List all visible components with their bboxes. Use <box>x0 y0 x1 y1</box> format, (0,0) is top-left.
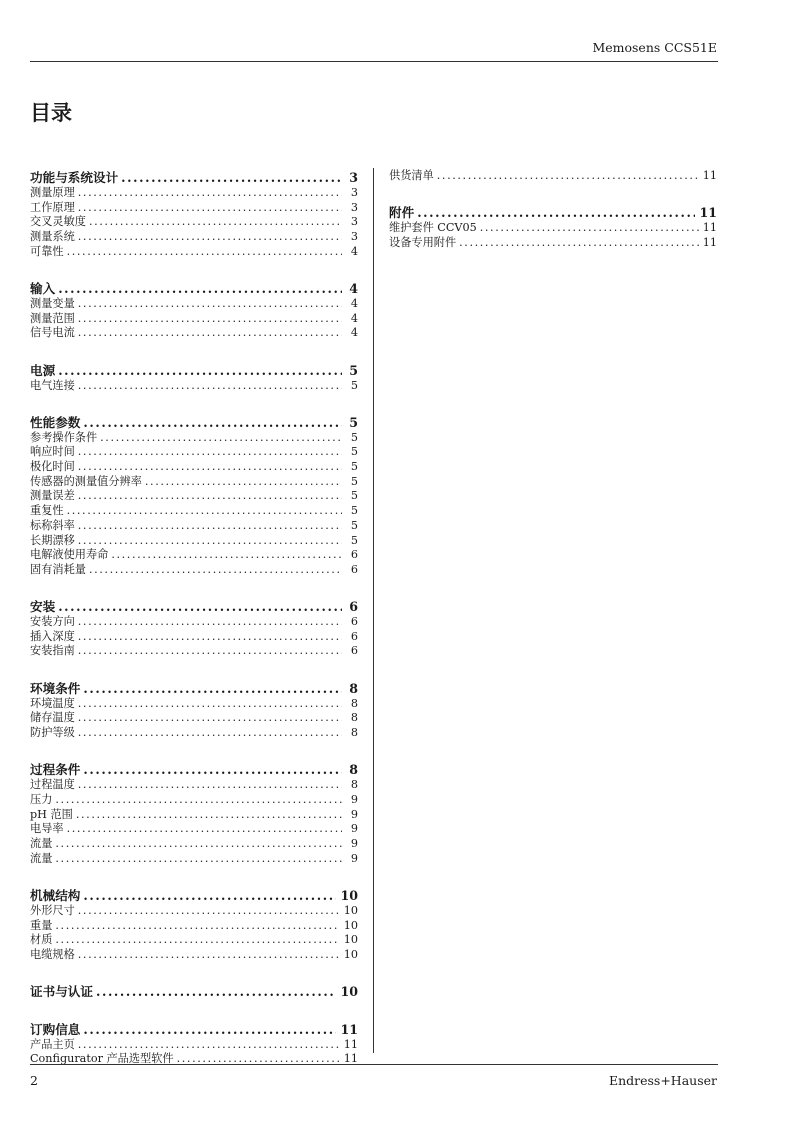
toc-entry-title: 响应时间 <box>30 445 75 459</box>
toc-entry[interactable] <box>30 245 358 260</box>
toc-entry-page: 9 <box>350 851 358 865</box>
toc-section-entry-page: 3 <box>349 170 358 185</box>
toc-section-entry[interactable] <box>30 761 358 778</box>
toc-section-entry-title: 电源 <box>30 362 56 378</box>
toc-section-entry-page: 8 <box>349 680 358 696</box>
toc-section-entry[interactable] <box>389 204 717 221</box>
page-title: 目录 <box>30 100 72 125</box>
toc-section-entry[interactable] <box>30 169 358 186</box>
toc-section <box>30 680 358 741</box>
toc-entry[interactable] <box>30 519 358 534</box>
toc-entry-page: 9 <box>350 792 358 806</box>
dot-leader <box>78 697 342 712</box>
toc-section-entry-title: 环境条件 <box>30 680 81 696</box>
dot-leader <box>459 236 699 251</box>
toc-section-entry[interactable] <box>30 280 358 297</box>
toc-entry-page: 11 <box>343 1037 358 1051</box>
dot-leader <box>78 519 342 534</box>
toc-entry-page: 5 <box>350 533 358 547</box>
dot-leader <box>78 1038 340 1053</box>
toc-section-entry-page: 6 <box>349 599 358 615</box>
toc-entry-page: 5 <box>350 504 358 518</box>
toc-entry-title: 流量 <box>30 851 53 865</box>
toc-entry-page: 8 <box>350 711 358 725</box>
dot-leader <box>78 630 342 645</box>
toc-entry[interactable] <box>389 221 717 236</box>
column-divider <box>373 168 374 1053</box>
toc-entry-title: 环境温度 <box>30 696 75 710</box>
toc-entry-page: 4 <box>350 311 358 325</box>
toc-entry-title: 可靠性 <box>30 244 64 258</box>
dot-leader <box>78 460 342 475</box>
toc-entry-page: 9 <box>350 836 358 850</box>
toc-entry-page: 10 <box>343 933 358 947</box>
toc-section-entry-title: 过程条件 <box>30 762 81 778</box>
header-product-name: Memosens CCS51E <box>592 40 717 55</box>
toc-entry[interactable] <box>30 230 358 245</box>
dot-leader <box>67 504 342 519</box>
toc-entry-page: 11 <box>343 1052 358 1066</box>
toc-entry-title: 维护套件 CCV05 <box>389 221 477 235</box>
dot-leader <box>78 445 342 460</box>
toc-entry-page: 5 <box>350 489 358 503</box>
toc-entry-title: 测量范围 <box>30 311 75 325</box>
dot-leader <box>78 379 342 394</box>
toc-column-right <box>389 169 717 271</box>
dot-leader <box>67 822 342 837</box>
toc-entry-title: 信号电流 <box>30 326 75 340</box>
toc-entry[interactable] <box>30 808 358 823</box>
toc-entry[interactable] <box>30 948 358 963</box>
dot-leader <box>111 548 342 563</box>
dot-leader <box>58 362 342 379</box>
toc-section-entry-title: 安装 <box>30 599 56 615</box>
toc-section-entry-page: 4 <box>349 280 358 296</box>
toc-entry[interactable] <box>30 186 358 201</box>
header-rule <box>30 61 718 62</box>
toc-entry-title: 电解液使用寿命 <box>30 548 109 562</box>
toc-entry-title: 防护等级 <box>30 726 75 739</box>
toc-section-entry-title: 功能与系统设计 <box>30 170 119 185</box>
dot-leader <box>55 852 342 867</box>
toc-entry[interactable] <box>30 445 358 460</box>
dot-leader <box>78 312 342 327</box>
toc-entry-title: 插入深度 <box>30 629 75 643</box>
toc-section <box>30 598 358 659</box>
toc-entry-title: 标称斜率 <box>30 518 75 532</box>
toc-entry-page: 5 <box>350 378 358 392</box>
toc-section-entry[interactable] <box>30 680 358 697</box>
dot-leader <box>83 414 342 431</box>
toc-entry-title: 压力 <box>30 792 53 806</box>
toc-section-entry-title: 输入 <box>30 280 56 296</box>
toc-entry[interactable] <box>30 822 358 837</box>
toc-entry-title: 供货清单 <box>389 169 434 182</box>
dot-leader <box>78 778 342 793</box>
toc-entry[interactable] <box>30 711 358 726</box>
toc-section-entry-page: 8 <box>349 762 358 778</box>
toc-entry-title: 交叉灵敏度 <box>30 215 86 229</box>
toc-section-entry[interactable] <box>30 598 358 615</box>
toc-entry-page: 3 <box>350 230 358 244</box>
toc-entry-title: 测量变量 <box>30 296 75 310</box>
toc-entry-page: 6 <box>350 548 358 562</box>
toc-section-entry[interactable] <box>30 1021 358 1038</box>
toc-section-entry-title: 机械结构 <box>30 887 81 903</box>
toc-section <box>389 204 717 250</box>
toc-entry-page: 6 <box>350 562 358 576</box>
toc-entry[interactable] <box>30 534 358 549</box>
toc-section-entry-page: 5 <box>349 362 358 378</box>
dot-leader <box>83 761 342 778</box>
toc-section <box>30 280 358 341</box>
toc-entry[interactable] <box>30 548 358 563</box>
toc-entry[interactable] <box>30 1038 358 1053</box>
dot-leader <box>480 221 699 236</box>
toc-section-entry-page: 10 <box>340 984 358 1000</box>
toc-section-entry-page: 5 <box>349 414 358 430</box>
dot-leader <box>55 919 339 934</box>
toc-entry[interactable] <box>389 169 717 184</box>
dot-leader <box>58 598 342 615</box>
toc-entry-title: 电气连接 <box>30 378 75 392</box>
toc-entry[interactable] <box>30 697 358 712</box>
toc-section-entry-page: 11 <box>340 1021 358 1037</box>
toc-entry-title: 长期漂移 <box>30 533 75 547</box>
toc-entry[interactable] <box>30 919 358 934</box>
dot-leader <box>78 711 342 726</box>
toc-entry[interactable] <box>30 489 358 504</box>
toc-entry-title: 设备专用附件 <box>389 235 457 249</box>
toc-section-entry-page: 10 <box>340 887 358 903</box>
toc-entry[interactable] <box>30 726 358 741</box>
toc-entry[interactable] <box>30 379 358 394</box>
toc-section <box>30 983 358 1000</box>
toc-entry-page: 5 <box>350 445 358 459</box>
toc-entry-page: 6 <box>350 615 358 629</box>
toc-entry-title: 安装方向 <box>30 615 75 629</box>
dot-leader <box>100 431 342 446</box>
toc-section-entry-page: 11 <box>699 205 717 221</box>
dot-leader <box>55 793 342 808</box>
toc-entry-page: 8 <box>350 778 358 792</box>
toc-entry[interactable] <box>30 630 358 645</box>
toc-entry-title: 产品主页 <box>30 1037 75 1051</box>
dot-leader <box>78 326 342 341</box>
toc-section <box>30 761 358 866</box>
toc-entry-title: 材质 <box>30 933 53 947</box>
toc-entry[interactable] <box>30 615 358 630</box>
toc-entry[interactable] <box>30 460 358 475</box>
footer-page-number: 2 <box>30 1073 38 1088</box>
dot-leader <box>78 615 342 630</box>
toc-entry-title: 参考操作条件 <box>30 430 98 444</box>
dot-leader <box>83 887 336 904</box>
toc-section <box>30 887 358 963</box>
toc-entry[interactable] <box>30 431 358 446</box>
toc-section-entry-title: 订购信息 <box>30 1021 81 1037</box>
dot-leader <box>58 280 342 297</box>
toc-entry-page: 9 <box>350 807 358 821</box>
dot-leader <box>417 204 695 221</box>
toc-entry-title: 安装指南 <box>30 644 75 658</box>
toc-entry-page: 6 <box>350 644 358 658</box>
toc-entry[interactable] <box>30 933 358 948</box>
toc-entry-page: 3 <box>350 200 358 214</box>
toc-entry-page: 10 <box>343 947 358 961</box>
toc-entry-page: 5 <box>350 460 358 474</box>
toc-entry[interactable] <box>30 215 358 230</box>
dot-leader <box>78 948 340 963</box>
dot-leader <box>78 726 342 741</box>
toc-entry-page: 5 <box>350 430 358 444</box>
toc-entry-title: 电缆规格 <box>30 947 75 961</box>
toc-column-left <box>30 169 358 1087</box>
dot-leader <box>55 933 339 948</box>
toc-entry-page: 11 <box>702 235 717 249</box>
toc-section <box>389 169 717 184</box>
toc-entry-title: 测量误差 <box>30 489 75 503</box>
toc-entry-page: 10 <box>343 903 358 917</box>
toc-entry-title: 测量系统 <box>30 230 75 244</box>
toc-entry[interactable] <box>30 852 358 867</box>
toc-entry-page: 4 <box>350 244 358 258</box>
toc-section-entry[interactable] <box>30 362 358 379</box>
toc-entry[interactable] <box>30 326 358 341</box>
footer-rule <box>30 1064 718 1065</box>
toc-section <box>30 169 358 259</box>
toc-section-entry[interactable] <box>30 414 358 431</box>
toc-entry-title: 固有消耗量 <box>30 562 86 576</box>
toc-entry-page: 8 <box>350 696 358 710</box>
toc-section-entry-title: 证书与认证 <box>30 984 93 1000</box>
dot-leader <box>78 230 342 245</box>
toc-entry[interactable] <box>30 475 358 490</box>
toc-entry-page: 6 <box>350 629 358 643</box>
dot-leader <box>96 983 337 1000</box>
toc-entry[interactable] <box>30 312 358 327</box>
toc-entry[interactable] <box>30 793 358 808</box>
toc-entry[interactable] <box>30 297 358 312</box>
toc-entry-title: 储存温度 <box>30 711 75 725</box>
toc-entry-page: 11 <box>702 221 717 235</box>
dot-leader <box>78 534 342 549</box>
toc-entry-page: 3 <box>350 186 358 199</box>
toc-entry-page: 9 <box>350 822 358 836</box>
toc-entry[interactable] <box>30 563 358 578</box>
toc-entry[interactable] <box>30 778 358 793</box>
toc-entry[interactable] <box>30 201 358 216</box>
toc-entry[interactable] <box>389 236 717 251</box>
dot-leader <box>145 475 342 490</box>
dot-leader <box>55 837 342 852</box>
dot-leader <box>78 297 342 312</box>
dot-leader <box>121 169 342 186</box>
dot-leader <box>78 489 342 504</box>
toc-entry-title: 重复性 <box>30 504 64 518</box>
toc-entry-page: 5 <box>350 474 358 488</box>
toc-entry-title: 极化时间 <box>30 460 75 474</box>
toc-entry-page: 10 <box>343 918 358 932</box>
toc-section <box>30 1021 358 1067</box>
toc-entry[interactable] <box>30 504 358 519</box>
toc-entry-page: 11 <box>702 169 717 182</box>
toc-entry-title: pH 范围 <box>30 807 73 821</box>
dot-leader <box>78 644 342 659</box>
dot-leader <box>78 186 342 201</box>
toc-section-entry-title: 附件 <box>389 205 415 221</box>
toc-section-entry[interactable] <box>30 983 358 1000</box>
dot-leader <box>83 1021 336 1038</box>
toc-entry-title: 流量 <box>30 836 53 850</box>
toc-entry-title: 测量原理 <box>30 186 75 199</box>
dot-leader <box>83 680 342 697</box>
dot-leader <box>437 169 699 184</box>
toc-entry-title: 外形尺寸 <box>30 903 75 917</box>
toc-entry[interactable] <box>30 644 358 659</box>
toc-entry-title: Configurator 产品选型软件 <box>30 1052 174 1066</box>
toc-entry[interactable] <box>30 837 358 852</box>
toc-section <box>30 414 358 578</box>
toc-entry-page: 5 <box>350 518 358 532</box>
toc-entry-title: 过程温度 <box>30 778 75 792</box>
toc-section <box>30 362 358 394</box>
dot-leader <box>78 201 342 216</box>
footer-brand: Endress+Hauser <box>608 1073 717 1088</box>
dot-leader <box>89 563 342 578</box>
toc-section-entry-title: 性能参数 <box>30 414 81 430</box>
toc-section-entry[interactable] <box>30 887 358 904</box>
dot-leader <box>89 215 342 230</box>
toc-entry[interactable] <box>30 904 358 919</box>
toc-entry-title: 传感器的测量值分辨率 <box>30 474 142 488</box>
toc-entry-title: 电导率 <box>30 822 64 836</box>
toc-entry-page: 4 <box>350 326 358 340</box>
dot-leader <box>76 808 342 823</box>
toc-entry-title: 重量 <box>30 918 53 932</box>
dot-leader <box>67 245 342 260</box>
toc-entry-page: 8 <box>350 726 358 739</box>
toc-entry-page: 3 <box>350 215 358 229</box>
toc-entry-page: 4 <box>350 296 358 310</box>
dot-leader <box>78 904 340 919</box>
toc-entry-title: 工作原理 <box>30 200 75 214</box>
